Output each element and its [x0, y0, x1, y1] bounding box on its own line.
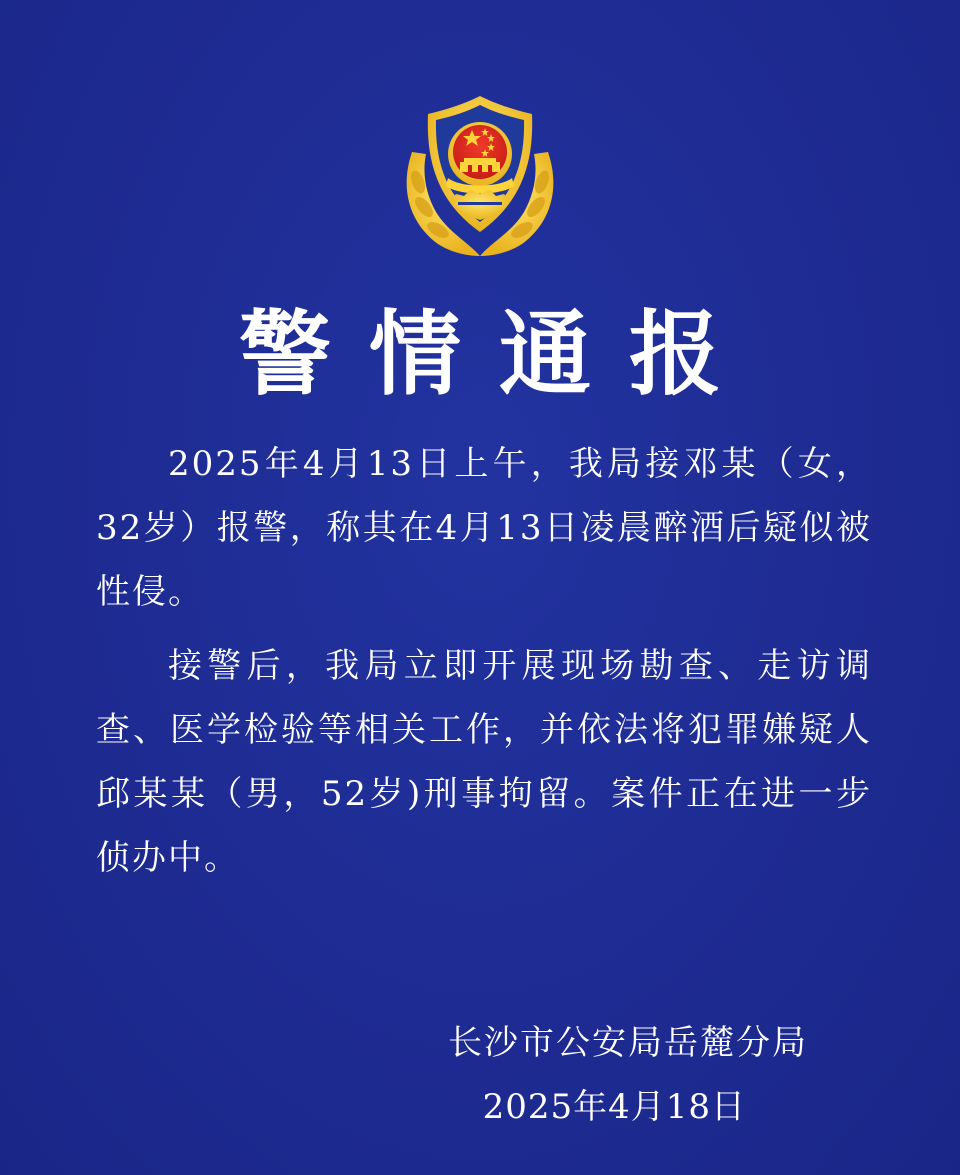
- notice-title: 警情通报: [238, 301, 759, 408]
- notice-body: [96, 432, 872, 890]
- issue-date: 2025年4月18日: [482, 1087, 746, 1127]
- notice-paragraph-2: 接警后，我局立即开展现场勘查、走访调查、医学检验等相关工作，并依法将犯罪嫌疑人邱某某（男，52岁)刑事拘留。案件正在进一步侦办中。: [96, 646, 872, 878]
- issuer-name: 长沙市公安局岳麓分局: [448, 1023, 808, 1063]
- police-emblem-icon: [398, 92, 562, 262]
- notice-paragraph-1: 2025年4月13日上午，我局接邓某（女，32岁）报警，称其在4月13日凌晨醉酒后疑似被性侵。: [96, 444, 872, 612]
